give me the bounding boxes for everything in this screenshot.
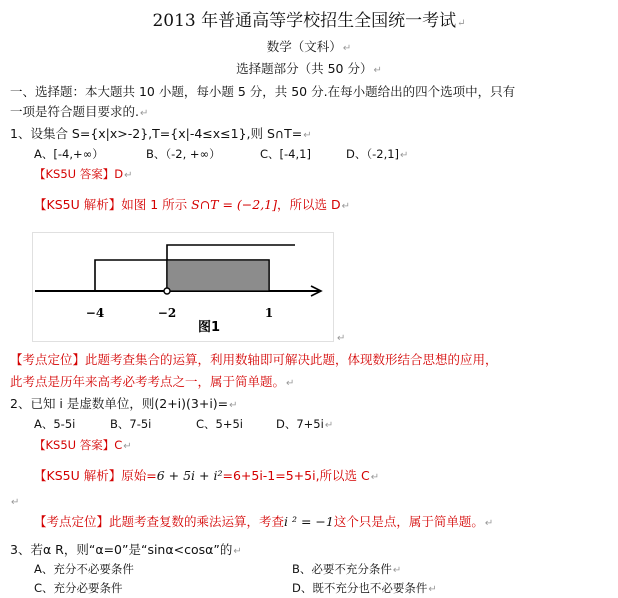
q2-option-d: D、7+5i↵ [276, 417, 334, 431]
subject-heading: 数学（文科）↵ [266, 39, 352, 54]
tick-label-neg2: −2 [157, 306, 177, 320]
page-title: 2013 年普通高等学校招生全国统一考试↵ [152, 11, 466, 31]
q2-option-c: C、5+5i [196, 417, 243, 431]
q2-option-b: B、7-5i [110, 417, 152, 431]
intro-line-1: 一、选择题：本大题共 10 小题，每小题 5 分，共 50 分.在每小题给出的四个选项中，只有 [10, 84, 516, 99]
q1-option-b: B、（-2, +∞） [146, 147, 221, 161]
q2-kaodian: 【考点定位】此题考查复数的乘法运算，考查i ² = −1这个只是点，属于简单题。↵ [34, 514, 494, 529]
q1-kaodian-line-1: 【考点定位】此题考查集合的运算，利用数轴即可解决此题，体现数形结合思想的应用， [10, 352, 498, 367]
q1-option-a: A、[-4,+∞） [34, 147, 104, 161]
q3-option-c: C、充分必要条件 [34, 581, 123, 595]
number-line-svg [33, 233, 333, 341]
q1-option-c: C、[-4,1] [260, 147, 311, 161]
q2-analysis: 【KS5U 解析】原始=6 + 5i + i²=6+5i-1=5+5i,所以选 C↵ [34, 468, 380, 483]
q3-option-a: A、充分不必要条件 [34, 562, 134, 576]
q2-stem: 2、已知 i 是虚数单位，则(2+i)(3+i)=↵ [10, 396, 238, 411]
figure-return-mark: ↵ [337, 333, 346, 344]
q3-option-b: B、必要不充分条件↵ [292, 562, 402, 576]
q1-option-d: D、（-2,1]↵ [346, 147, 409, 161]
q1-answer: 【KS5U 答案】D↵ [34, 167, 133, 181]
q1-analysis: 【KS5U 解析】如图 1 所示 S∩T = (−2,1]，所以选 D↵ [34, 197, 351, 212]
part-heading: 选择题部分（共 50 分）↵ [236, 61, 382, 76]
q2-answer: 【KS5U 答案】C↵ [34, 438, 132, 452]
figure-1-number-line [32, 232, 334, 342]
q2-option-a: A、5-5i [34, 417, 76, 431]
q3-option-d: D、既不充分也不必要条件↵ [292, 581, 437, 595]
q3-stem: 3、若α R，则“α=0”是“sinα<cosα”的↵ [10, 542, 242, 557]
q1-stem: 1、设集合 S={x|x>-2},T={x|-4≤x≤1},则 S∩T=↵ [10, 126, 312, 141]
tick-label-1: 1 [264, 306, 274, 320]
intersection-shade [167, 260, 269, 291]
tick-label-neg4: −4 [85, 306, 105, 320]
figure-caption: 图1 [197, 320, 221, 335]
open-point [164, 288, 170, 294]
blank-line-mark: ↵ [11, 497, 20, 508]
intro-line-2: 一项是符合题目要求的.↵ [10, 104, 149, 119]
q1-kaodian-line-2: 此考点是历年来高考必考考点之一，属于简单题。↵ [10, 374, 295, 389]
